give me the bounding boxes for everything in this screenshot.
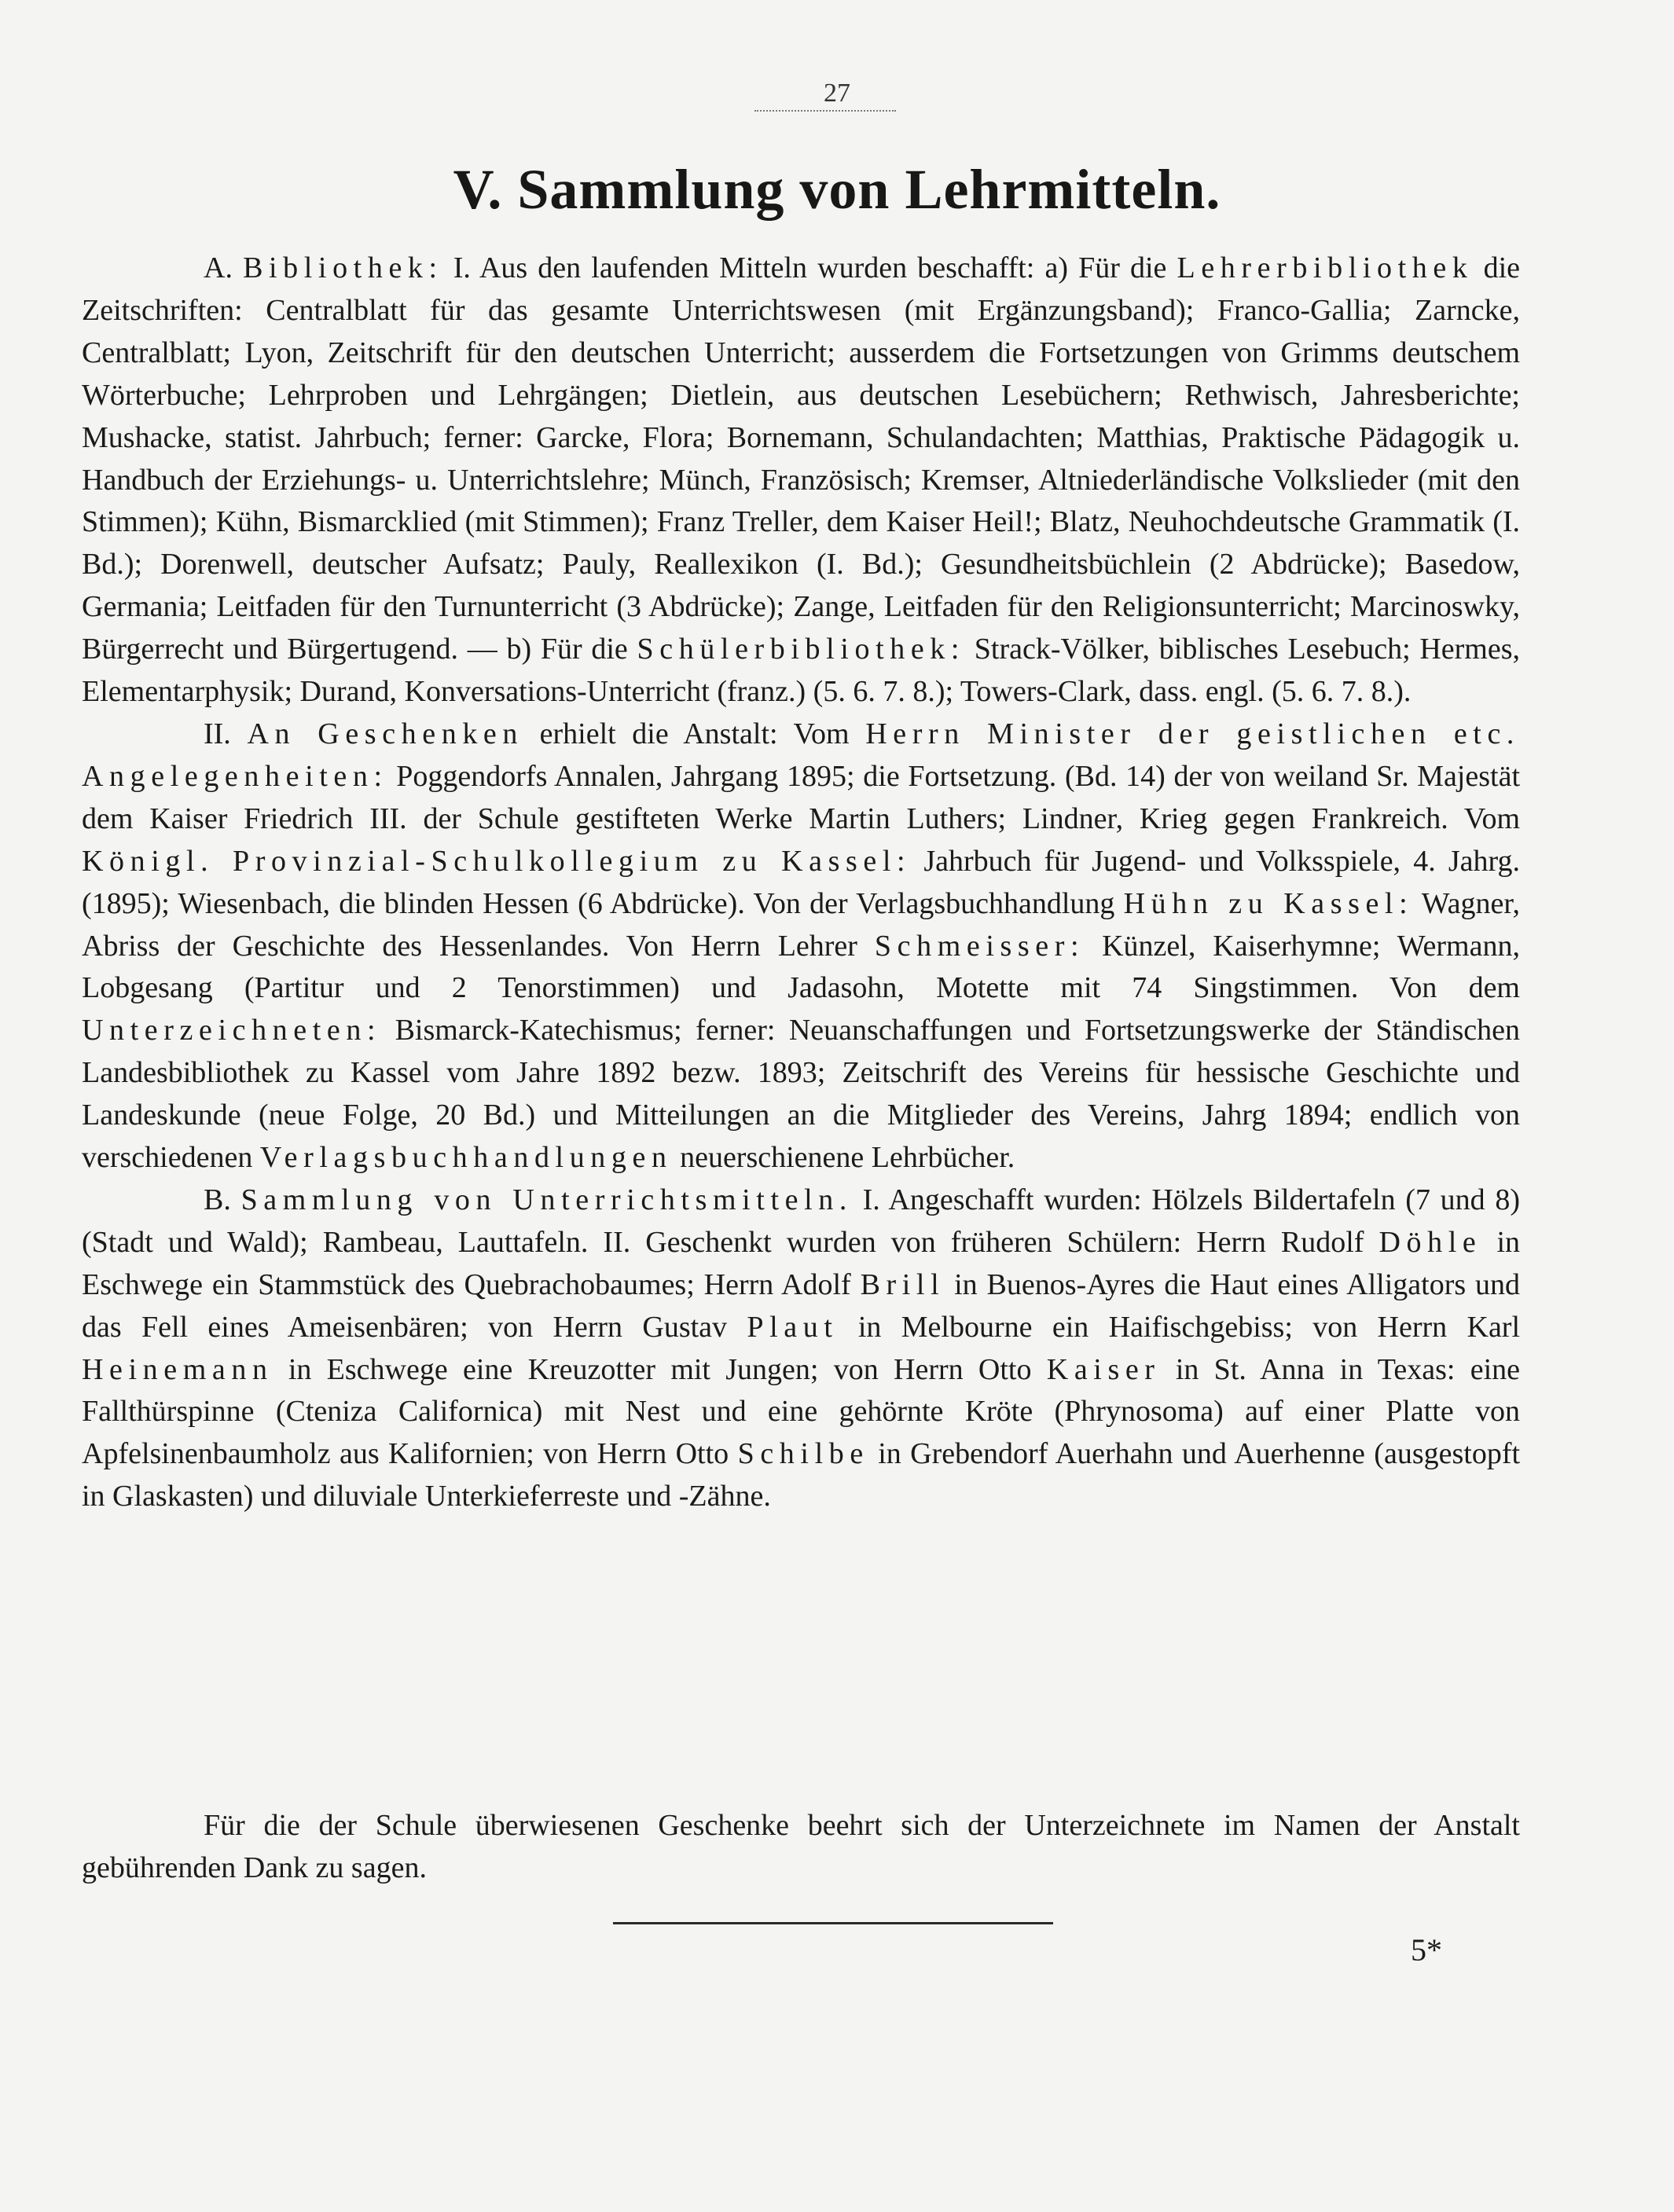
section-b-text5: in Eschwege eine Kreuzotter mit Jungen; von Herrn Otto: [288, 1352, 1032, 1386]
section-a-paragraph: [82, 248, 1520, 713]
sheet-signature: 5*: [1411, 1932, 1442, 1968]
section-a-ii-paragraph: [82, 713, 1520, 1179]
section-a-roman: I.: [453, 251, 471, 284]
page-number: 27: [824, 79, 850, 108]
verlag-label: Verlagsbuchhandlungen: [259, 1141, 673, 1175]
kollegium-text: Jahrbuch für Jugend- und Volksspiele, 4. Jahrg. (1895); Wiesenbach, die blinden Hessen (6 Abdrücke). Von der Verlagsbuchhandlung: [82, 844, 1520, 920]
lehrerbibliothek-text: die Zeitschriften: Centralblatt für das gesamte Unterrichtswesen (mit Ergänzungsband); Franco-Gallia; Zarncke, Centralblatt; Lyon, Zeitschrift für den deutschen Unterricht; ausserdem die Fortsetzungen von Grimms deutschem Wörterbuche; Lehrproben und Lehrgängen; Dietlein, aus deutschen Lesebüchern; Rethwisch, Jahresberichte; Mushacke, statist. Jahrbuch; ferner: Garcke, Flora; Bornemann, Schulandachten; Matthias, Praktische Pädagogik u. Handbuch der Erziehungs- u. Unterrichtslehre; Münch, Französisch; Kremser, Altniederländische Volkslieder (mit den Stimmen); Kühn, Bismarcklied (mit Stimmen); Franz Treller, dem Kaiser Heil!; Blatz, Neuhochdeutsche Grammatik (I. Bd.); Dorenwell, deutscher Aufsatz; Pauly, Reallexikon (I. Bd.); Gesundheitsbüchlein (2 Abdrücke); Basedow, Germania; Leitfaden für den Turnunterricht (3 Abdrücke); Zange, Leitfaden für den Religionsunterricht; Marcinoswky, Bürgerrecht und Bürgertugend. — b) Für die: [82, 251, 1521, 666]
closing-paragraph: Für die der Schule überwiesenen Geschenke beehrt sich der Unterzeichnete im Namen der Anstalt gebührenden Dank zu sagen.: [82, 1809, 1520, 1884]
section-b-text2: in Eschwege ein Stammstück des Quebrachobaumes; Herrn Adolf: [82, 1225, 1521, 1301]
body-text: [82, 248, 1520, 1518]
section-b-text1: I. Angeschafft wurden: Hölzels Bildertafeln (7 und 8) (Stadt und Wald); Rambeau, Lauttafeln. II. Geschenkt wurden von früheren Schülern: Herrn Rudolf: [82, 1183, 1520, 1259]
donor-schilbe: Schilbe: [737, 1437, 869, 1471]
donor-doehle: Döhle: [1378, 1225, 1482, 1259]
donor-plaut: Plaut: [747, 1310, 839, 1344]
minister-text: Poggendorfs Annalen, Jahrgang 1895; die Fortsetzung. (Bd. 14) der von weiland Sr. Majestät dem Kaiser Friedrich III. der Schule gestifteten Werke Martin Luthers; Lindner, Krieg gegen Frankreich. Vom: [82, 759, 1521, 835]
page-title: V. Sammlung von Lehrmitteln.: [453, 158, 1221, 221]
section-b-heading: Sammlung von Unterrichtsmitteln.: [240, 1183, 853, 1216]
schmeisser-label: Schmeisser:: [874, 929, 1085, 963]
page-ornament: [754, 110, 896, 119]
closing: [82, 1804, 1520, 1889]
section-b-text4: in Melbourne ein Haifischgebiss; von Herrn Karl: [857, 1310, 1521, 1344]
section-a-heading: Bibliothek:: [243, 251, 443, 284]
section-b-text3: in Buenos-Ayres die Haut eines Alligators und das Fell eines Ameisenbären; von Herrn Gustav: [82, 1267, 1521, 1344]
schuelerbibliothek-label: Schülerbibliothek:: [637, 633, 966, 666]
lehrerbibliothek-label: Lehrerbibliothek: [1177, 251, 1474, 284]
minister-label: Herrn Minister der geistlichen etc. Angelegenheiten:: [82, 717, 1521, 793]
section-b-label: B.: [204, 1183, 231, 1216]
geschenke-label: An Geschenken: [247, 717, 523, 750]
huehn-text: Wagner, Abriss der Geschichte des Hessenlandes. Von Herrn Lehrer: [82, 886, 1520, 963]
huehn-label: Hühn zu Kassel:: [1123, 886, 1414, 920]
geschenke-intro: erhielt die Anstalt: Vom: [539, 717, 850, 750]
section-a-intro: Aus den laufenden Mitteln wurden beschafft: a) Für die: [479, 251, 1167, 284]
unterzeichneten-label: Unterzeichneten:: [82, 1014, 382, 1047]
section-a-label: A.: [204, 251, 233, 284]
section-b-paragraph: [82, 1179, 1520, 1518]
kollegium-label: Königl. Provinzial-Schulkollegium zu Kassel:: [82, 844, 912, 878]
donor-brill: Brill: [860, 1267, 945, 1301]
closing-rule: [613, 1922, 1053, 1924]
schuelerbibliothek-text: Strack-Völker, biblisches Lesebuch; Hermes, Elementarphysik; Durand, Konversations-Unterricht (franz.) (5. 6. 7. 8.); Towers-Clark, dass. engl. (5. 6. 7. 8.).: [82, 633, 1521, 709]
unterzeichneten-text: Bismarck-Katechismus; ferner: Neuanschaffungen und Fortsetzungswerke der Ständischen Landesbibliothek zu Kassel vom Jahre 1892 bezw. 1893; Zeitschrift des Vereins für hessische Geschichte und Landeskunde (neue Folge, 20 Bd.) und Mitteilungen an die Mitglieder des Vereins, Jahrg 1894; endlich von verschiedenen: [82, 1014, 1521, 1175]
section-b-text7: in Grebendorf Auerhahn und Auerhenne (ausgestopft in Glaskasten) und diluviale Unterkieferreste und -Zähne.: [82, 1437, 1521, 1513]
section-b-text6: in St. Anna in Texas: eine Fallthürspinne (Cteniza Californica) mit Nest und eine gehörnte Kröte (Phrynosoma) auf einer Platte von Apfelsinenbaumholz aus Kalifornien; von Herrn Otto: [82, 1352, 1520, 1471]
verlag-text: neuerschienene Lehrbücher.: [680, 1141, 1015, 1175]
schmeisser-text: Künzel, Kaiserhymne; Wermann, Lobgesang (Partitur und 2 Tenorstimmen) und Jadasohn, Motette mit 74 Singstimmen. Von dem: [82, 929, 1520, 1005]
section-a-ii-roman: II.: [204, 717, 231, 750]
donor-heinemann: Heinemann: [82, 1352, 273, 1386]
donor-kaiser: Kaiser: [1046, 1352, 1161, 1386]
